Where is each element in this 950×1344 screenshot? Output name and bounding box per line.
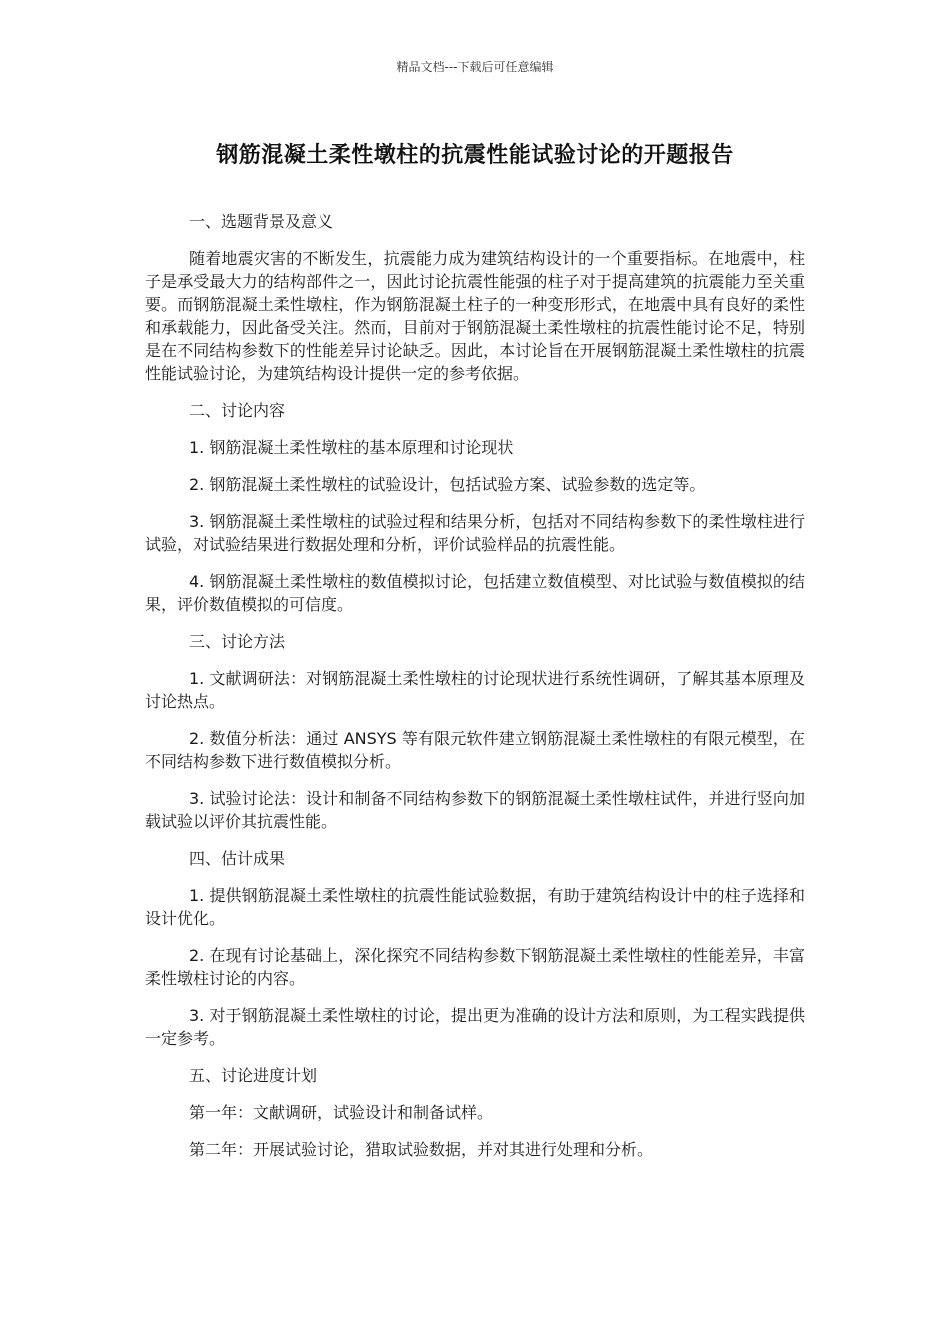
outcome-item: 2. 在现有讨论基础上，深化探究不同结构参数下钢筋混凝土柔性墩柱的性能差异，丰富柔性墩柱讨论的内容。 — [145, 946, 805, 988]
method-item: 1. 文献调研法：对钢筋混凝土柔性墩柱的讨论现状进行系统性调研，了解其基本原理及讨论热点。 — [145, 669, 805, 711]
method-item: 2. 数值分析法：通过 ANSYS 等有限元软件建立钢筋混凝土柔性墩柱的有限元模型，在不同结构参数下进行数值模拟分析。 — [145, 729, 805, 771]
section-heading-content: 二、讨论内容 — [189, 401, 286, 420]
section-heading-schedule: 五、讨论进度计划 — [189, 1066, 318, 1085]
section-heading-background: 一、选题背景及意义 — [189, 212, 334, 231]
content-item: 2. 钢筋混凝土柔性墩柱的试验设计，包括试验方案、试验参数的选定等。 — [189, 475, 706, 494]
schedule-item: 第一年：文献调研，试验设计和制备试样。 — [189, 1103, 494, 1122]
paragraph-background: 随着地震灾害的不断发生，抗震能力成为建筑结构设计的一个重要指标。在地震中，柱子是承受最大力的结构部件之一，因此讨论抗震性能强的柱子对于提高建筑的抗震能力至关重要。而钢筋混凝土柔性墩柱，作为钢筋混凝土柱子的一种变形形式，在地震中具有良好的柔性和承载能力，因此备受关注。然而，目前对于钢筋混凝土柔性墩柱的抗震性能讨论不足，特别是在不同结构参数下的性能差异讨论缺乏。因此，本讨论旨在开展钢筋混凝土柔性墩柱的抗震性能试验讨论，为建筑结构设计提供一定的参考依据。 — [145, 249, 805, 383]
method-item: 3. 试验讨论法：设计和制备不同结构参数下的钢筋混凝土柔性墩柱试件，并进行竖向加载试验以评价其抗震性能。 — [145, 789, 805, 831]
document-body — [145, 210, 805, 1175]
outcome-item: 3. 对于钢筋混凝土柔性墩柱的讨论，提出更为准确的设计方法和原则，为工程实践提供一定参考。 — [145, 1006, 805, 1048]
schedule-item: 第二年：开展试验讨论，猎取试验数据，并对其进行处理和分析。 — [189, 1140, 654, 1159]
outcome-item: 1. 提供钢筋混凝土柔性墩柱的抗震性能试验数据，有助于建筑结构设计中的柱子选择和设计优化。 — [145, 886, 805, 928]
header-note: 精品文档---下载后可任意编辑 — [396, 60, 554, 74]
document-title: 钢筋混凝土柔性墩柱的抗震性能试验讨论的开题报告 — [216, 143, 734, 168]
content-item: 3. 钢筋混凝土柔性墩柱的试验过程和结果分析，包括对不同结构参数下的柔性墩柱进行试验，对试验结果进行数据处理和分析，评价试验样品的抗震性能。 — [145, 512, 805, 554]
section-heading-outcomes: 四、估计成果 — [189, 849, 286, 868]
section-heading-methods: 三、讨论方法 — [189, 632, 286, 651]
content-item: 1. 钢筋混凝土柔性墩柱的基本原理和讨论现状 — [189, 438, 514, 457]
content-item: 4. 钢筋混凝土柔性墩柱的数值模拟讨论，包括建立数值模型、对比试验与数值模拟的结果，评价数值模拟的可信度。 — [145, 572, 805, 614]
